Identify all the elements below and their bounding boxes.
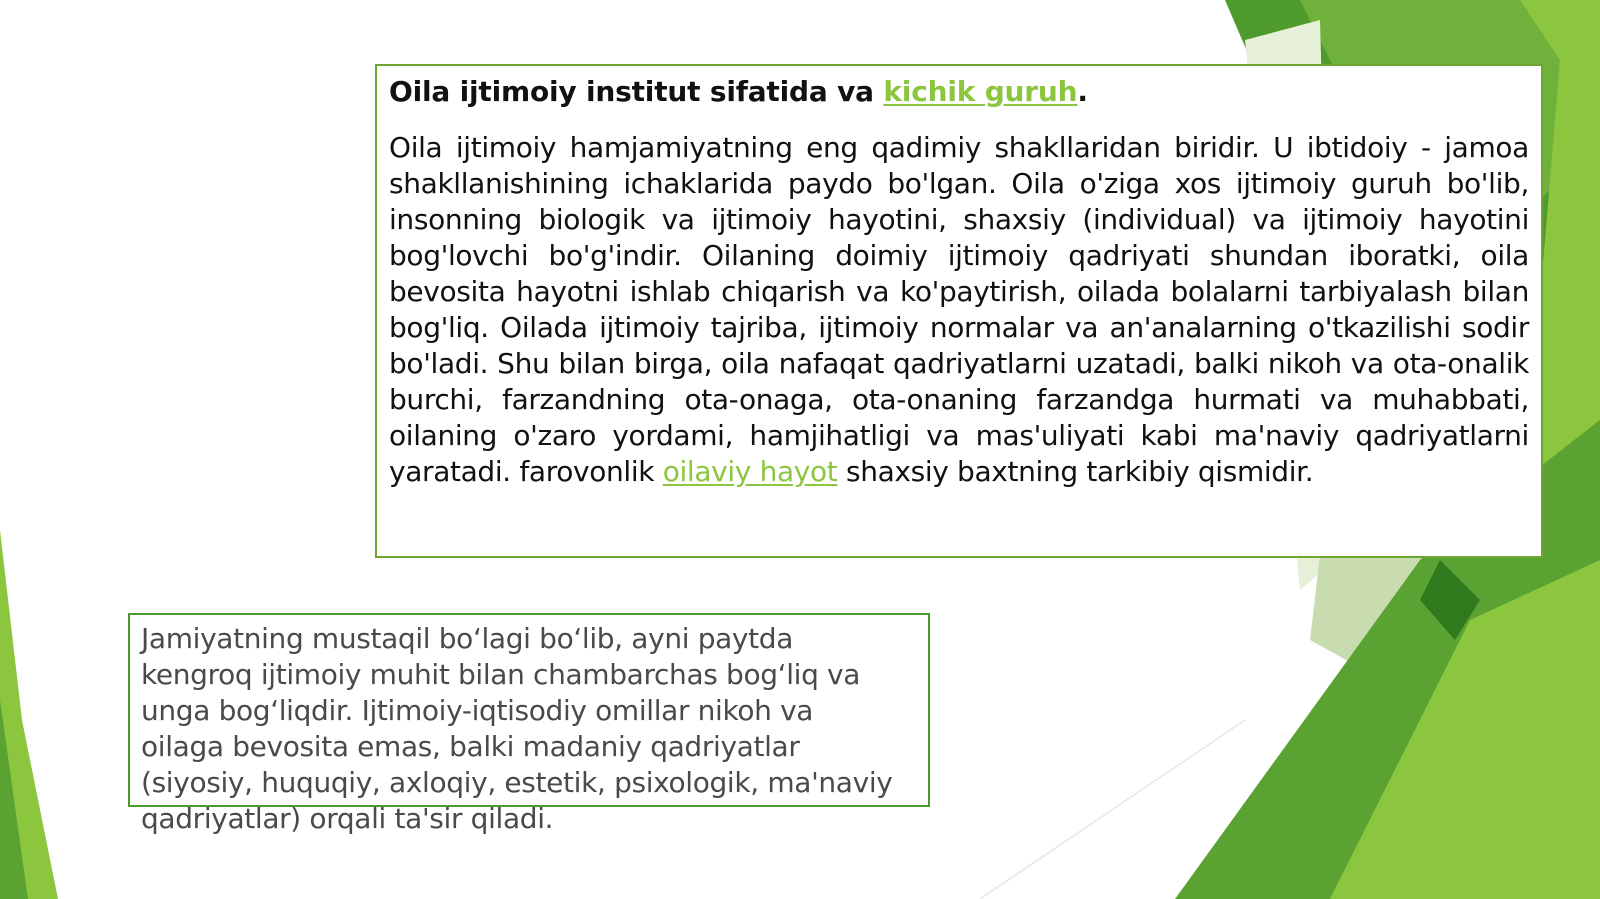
heading-link[interactable]: kichik guruh xyxy=(883,75,1078,108)
main-text-box xyxy=(375,64,1543,558)
note-text-box xyxy=(128,613,930,835)
note-line: oilaga bevosita emas, balki madaniy qadriyatlar xyxy=(141,730,800,763)
heading-period: . xyxy=(1077,75,1088,108)
section-heading xyxy=(389,74,1529,110)
note-line: (siyosiy, huquqiy, axloqiy, estetik, psixologik, ma'naviy xyxy=(141,766,893,799)
paragraph-link[interactable]: oilaviy hayot xyxy=(662,455,838,488)
heading-text: Oila ijtimoiy institut sifatida va xyxy=(389,75,884,108)
note-line: Jamiyatning mustaqil bo‘lagi bo‘lib, ayni paytda xyxy=(141,622,794,655)
note-line: qadriyatlar) orqali ta'sir qiladi. xyxy=(141,802,554,835)
paragraph-text-end: shaxsiy baxtning tarkibiy qismidir. xyxy=(837,455,1314,488)
body-paragraph xyxy=(389,130,1529,490)
note-line: unga bog‘liqdir. Ijtimoiy-iqtisodiy omillar nikoh va xyxy=(141,694,814,727)
note-line: kengroq ijtimoiy muhit bilan chambarchas bog‘liq va xyxy=(141,658,861,691)
note-paragraph xyxy=(141,621,918,837)
paragraph-text: Oila ijtimoiy hamjamiyatning eng qadimiy shakllaridan biridir. U ibtidoiy - jamoa shakllanishining ichaklarida paydo bo'lgan. Oila o'ziga xos ijtimoiy guruh bo'lib, insonning biologik va ijtimoiy hayotini, shaxsiy (individual) va ijtimoiy hayotini bog'lovchi bo'g'indir. Oilaning doimiy ijtimoiy qadriyati shundan iboratki, oila bevosita hayotni ishlab chiqarish va ko'paytirish, oilada bolalarni tarbiyalash bilan bog'liq. Oilada ijtimoiy tajriba, ijtimoiy normalar va an'analarning o'tkazilishi sodir bo'ladi. Shu bilan birga, oila nafaqat qadriyatlarni uzatadi, balki nikoh va ota-onalik burchi, farzandning ota-onaga, ota-onaning farzandga hurmati va muhabbati, oilaning o'zaro yordami, hamjihatligi va mas'uliyati kabi ma'naviy qadriyatlarni yaratadi. farovonlik xyxy=(389,131,1529,488)
